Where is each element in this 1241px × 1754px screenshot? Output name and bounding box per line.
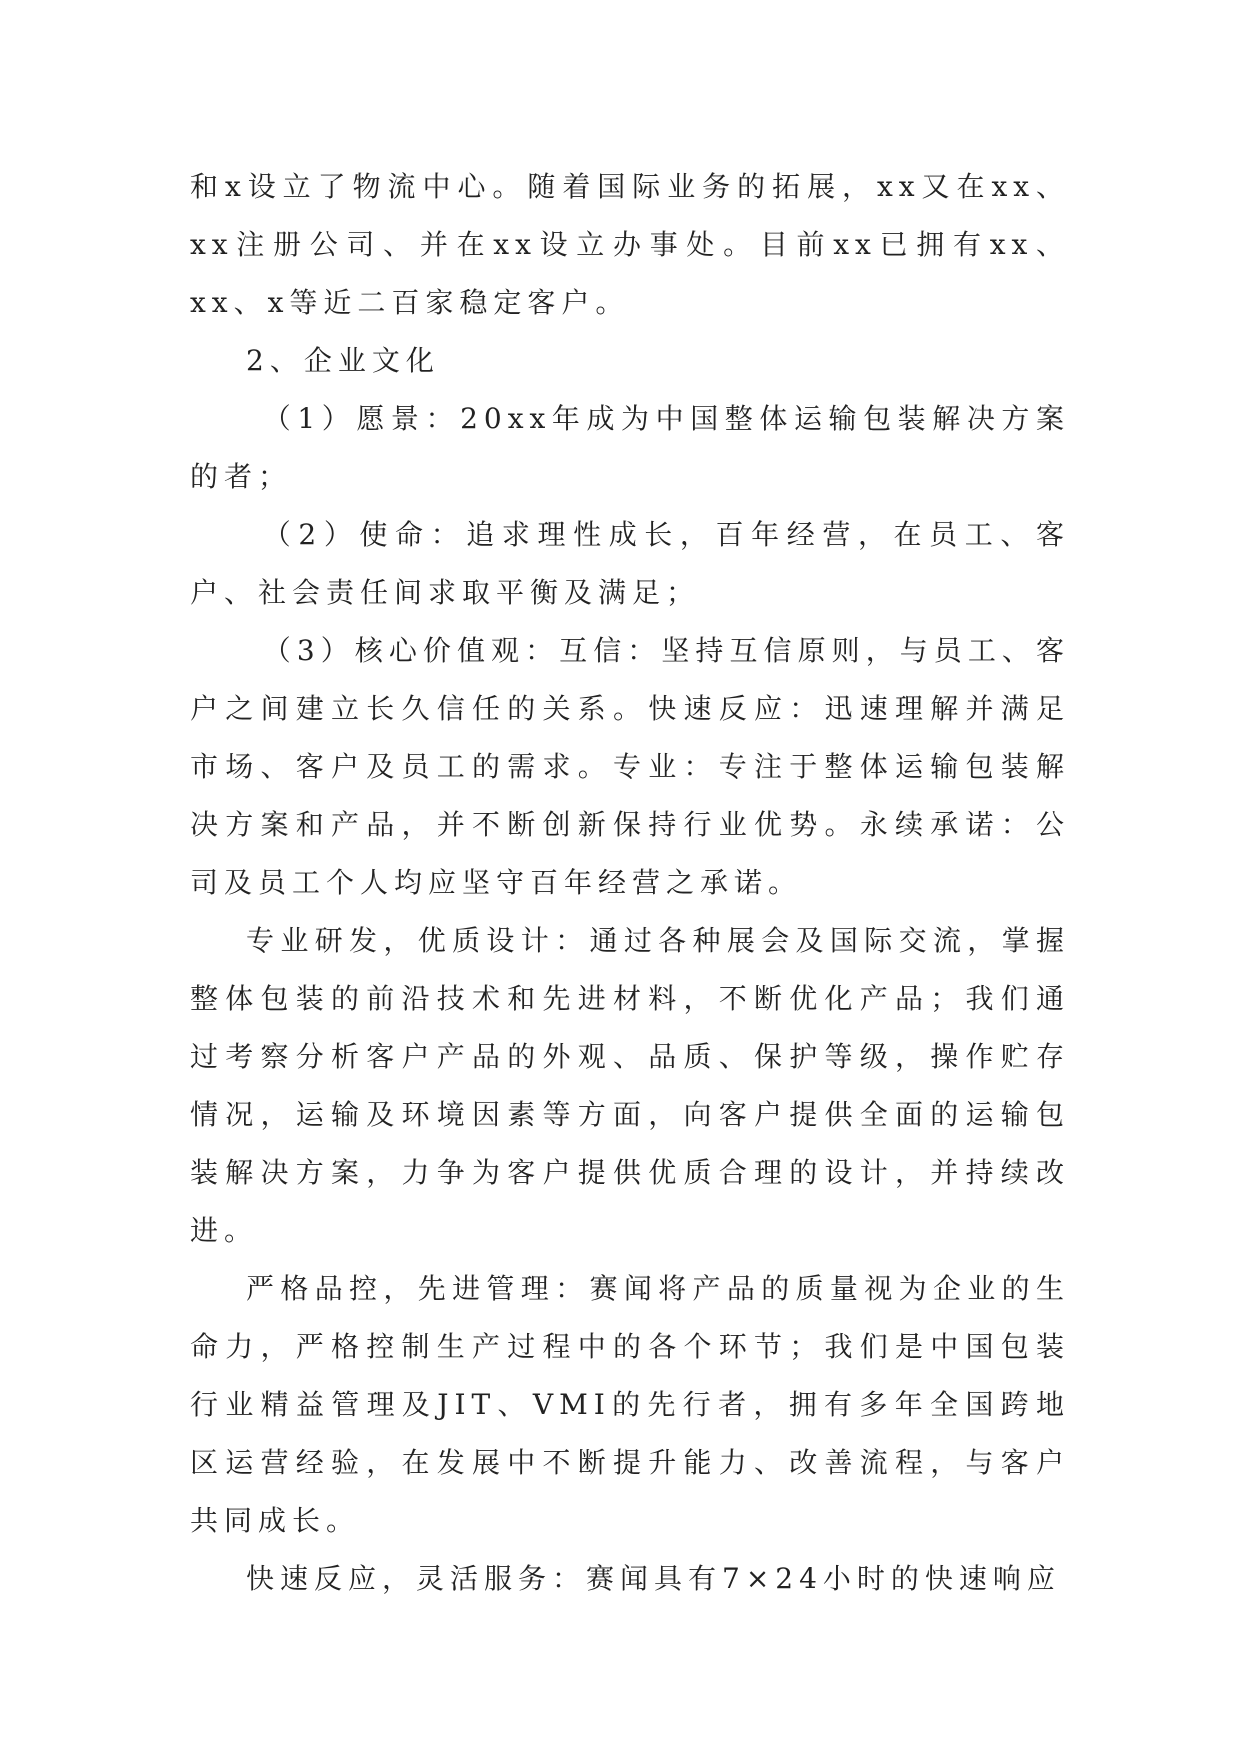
paragraph-mission: （2）使命：追求理性成长，百年经营，在员工、客户、社会责任间求取平衡及满足； — [190, 518, 1070, 609]
document-body — [190, 158, 1070, 1608]
paragraph-vision: （1）愿景：20xx年成为中国整体运输包装解决方案的者； — [190, 402, 1070, 493]
paragraph-rd-design: 专业研发，优质设计：通过各种展会及国际交流，掌握整体包装的前沿技术和先进材料，不断优化产品；我们通过考察分析客户产品的外观、品质、保护等级，操作贮存情况，运输及环境因素等方面，向客户提供全面的运输包装解决方案，力争为客户提供优质合理的设计，并持续改进。 — [190, 924, 1070, 1247]
paragraph-core-values: （3）核心价值观：互信：坚持互信原则，与员工、客户之间建立长久信任的关系。快速反应：迅速理解并满足市场、客户及员工的需求。专业：专注于整体运输包装解决方案和产品，并不断创新保持行业优势。永续承诺：公司及员工个人均应坚守百年经营之承诺。 — [190, 634, 1070, 899]
paragraph-fast-response: 快速反应，灵活服务：赛闻具有7×24小时的快速响应 — [246, 1562, 1061, 1595]
section-heading-corporate-culture: 2、企业文化 — [246, 344, 440, 377]
paragraph-quality-management: 严格品控，先进管理：赛闻将产品的质量视为企业的生命力，严格控制生产过程中的各个环节；我们是中国包装行业精益管理及JIT、VMI的先行者，拥有多年全国跨地区运营经验，在发展中不断提升能力、改善流程，与客户共同成长。 — [190, 1272, 1070, 1537]
paragraph-logistics-intro: 和x设立了物流中心。随着国际业务的拓展，xx又在xx、xx注册公司、并在xx设立办事处。目前xx已拥有xx、xx、x等近二百家稳定客户。 — [190, 170, 1070, 319]
